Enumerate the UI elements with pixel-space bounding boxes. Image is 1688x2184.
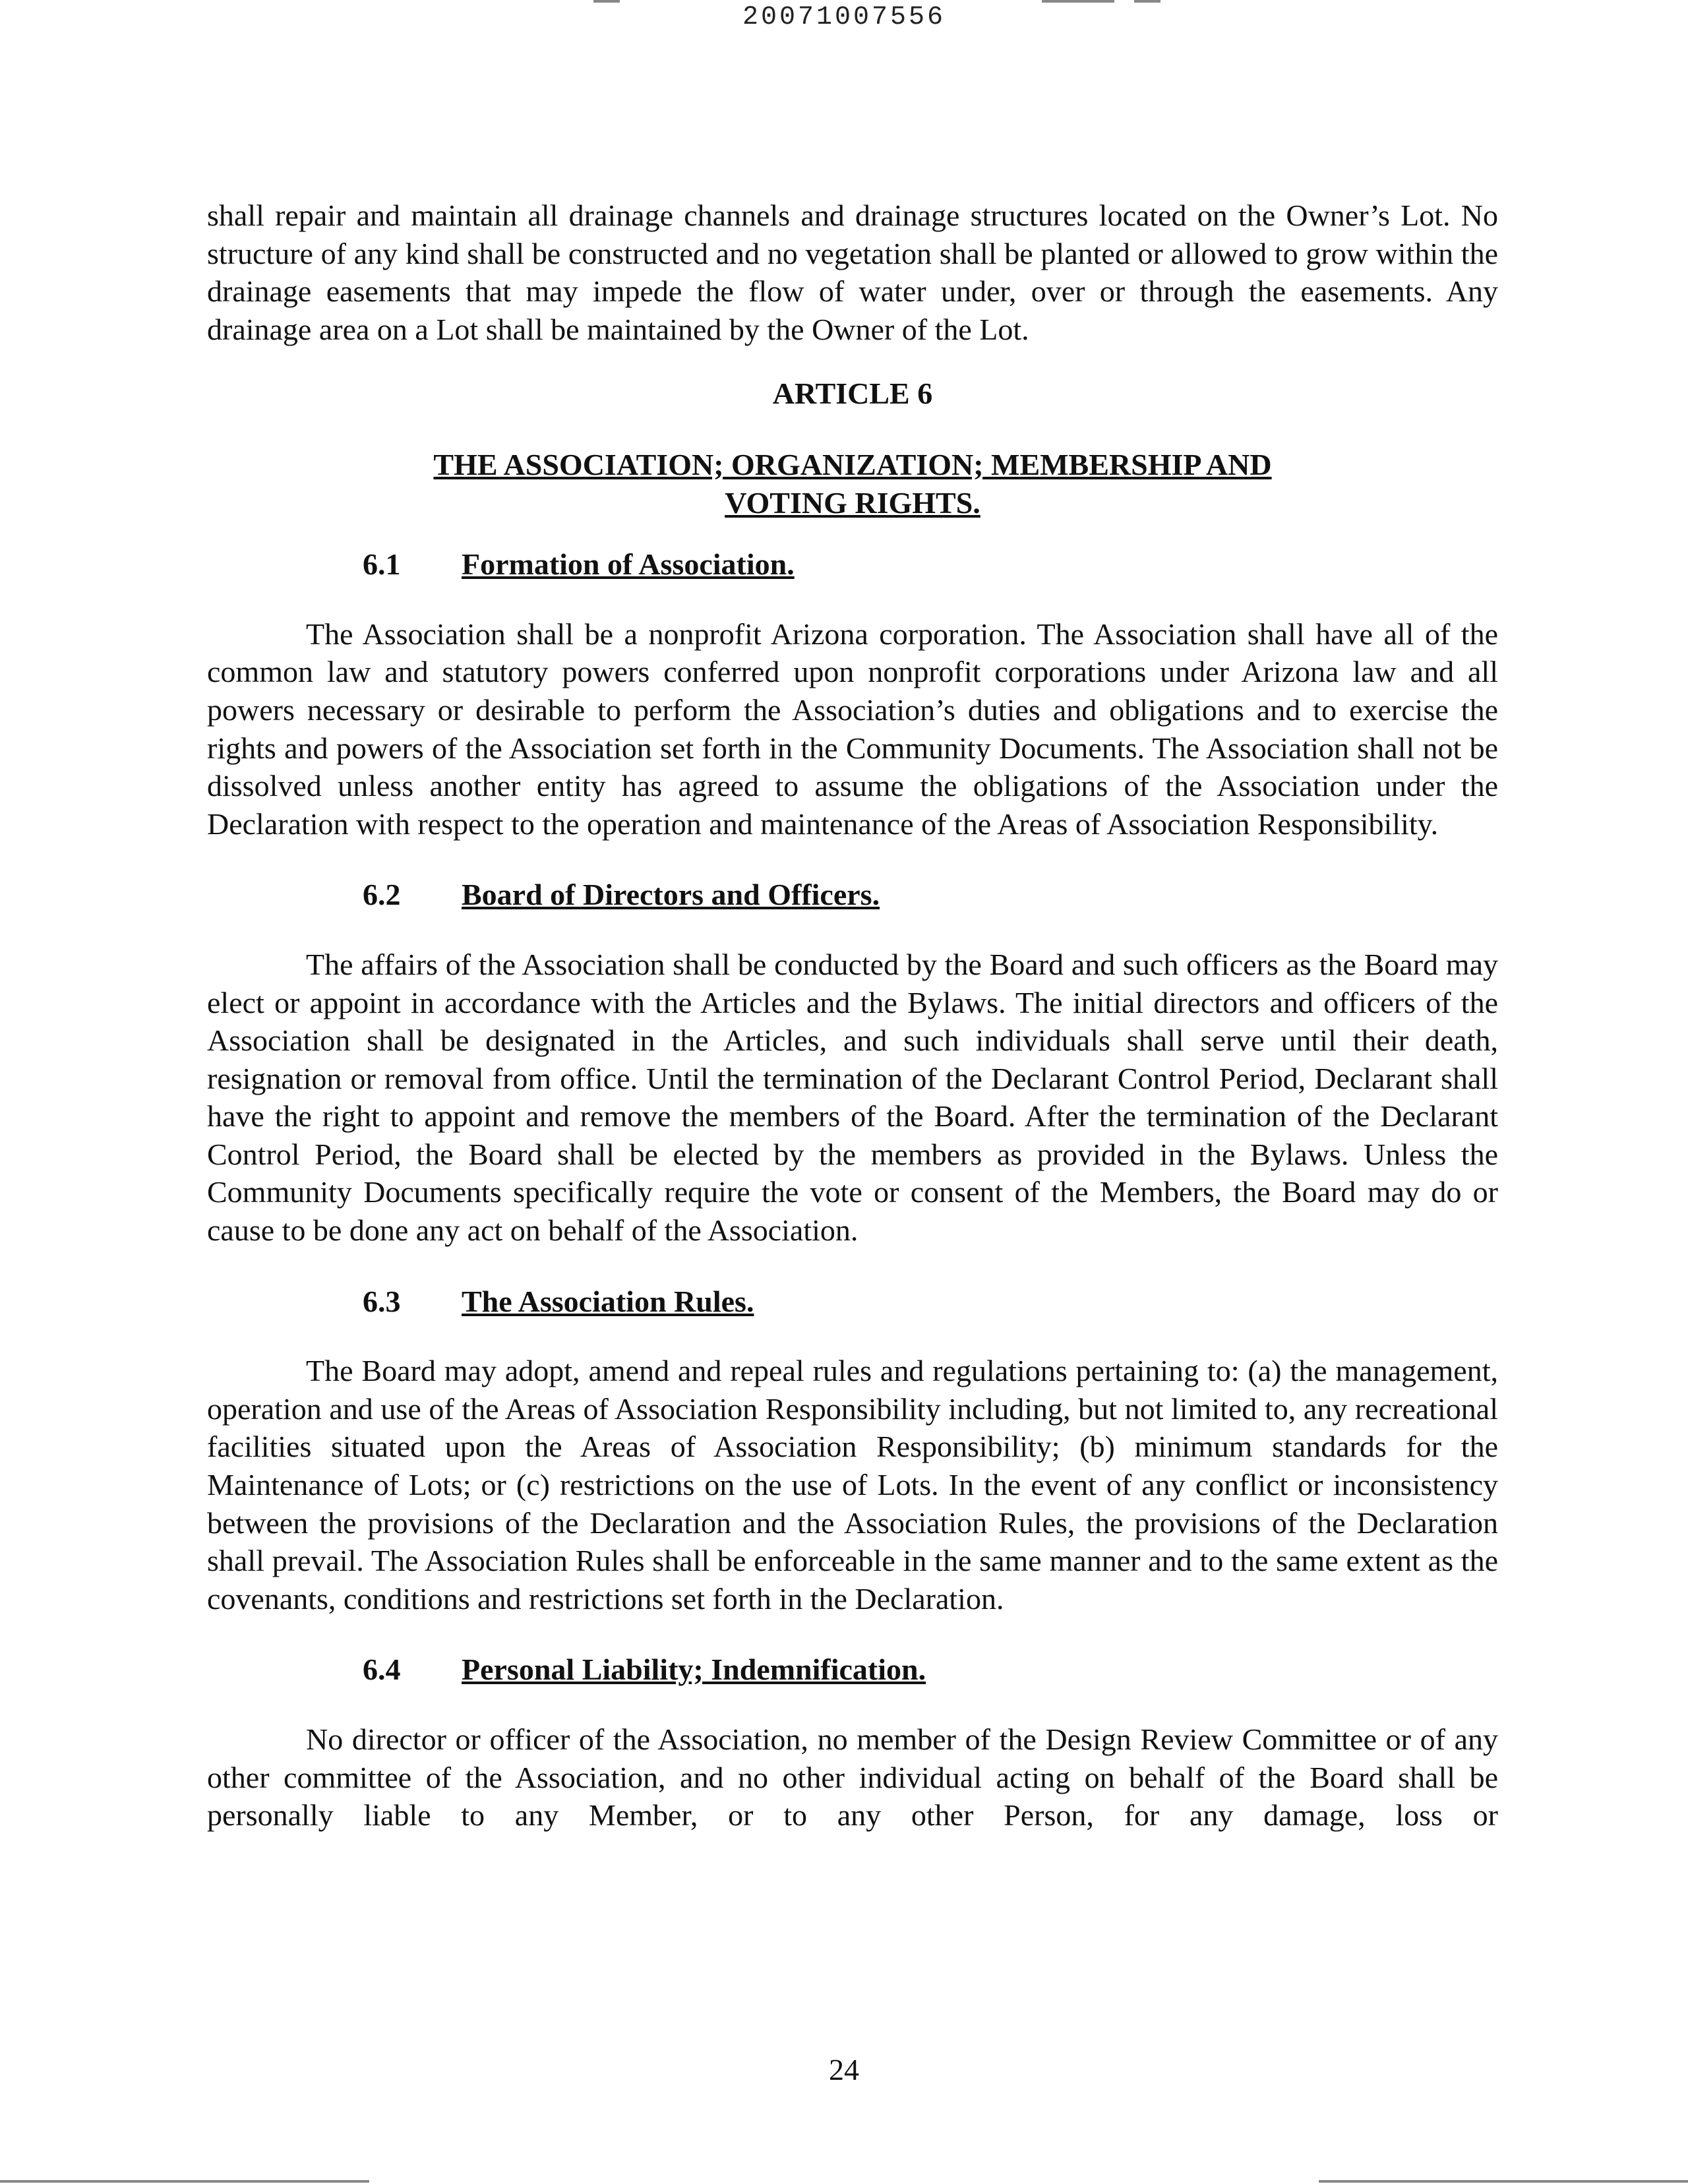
section-title: Formation of Association. (462, 547, 795, 582)
document-body (207, 197, 1498, 1835)
section-number: 6.4 (363, 1653, 401, 1687)
section-heading-6-2 (207, 876, 1498, 914)
section-number: 6.3 (363, 1284, 401, 1318)
section-number: 6.2 (363, 878, 401, 912)
section-text-6-3: The Board may adopt, amend and repeal rules and regulations pertaining to: (a) the management, operation and use of the Areas of Association Responsibility including, but not limited to, any recreational facilities situated upon the Areas of Association Responsibility; (b) minimum standards for the Maintenance of Lots; or (c) restrictions on the use of Lots. In the event of any conflict or inconsistency between the provisions of the Declaration and the Association Rules, the provisions of the Declaration shall prevail. The Association Rules shall be enforceable in the same manner and to the same extent as the covenants, conditions and restrictions set forth in the Declaration. (207, 1354, 1498, 1616)
section-title: Personal Liability; Indemnification. (462, 1653, 926, 1687)
article-label: ARTICLE 6 (772, 377, 933, 411)
section-title: The Association Rules. (462, 1284, 754, 1318)
section-text-6-1: The Association shall be a nonprofit Arizona corporation. The Association shall have all of the common law and statutory powers conferred upon nonprofit corporations under Arizona law and all powers necessary or desirable to perform the Association’s duties and obligations and to exercise the rights and powers of the Association set forth in the Community Documents. The Association shall not be dissolved unless another entity has agreed to assume the obligations of the Association under the Declaration with respect to the operation and maintenance of the Areas of Association Responsibility. (207, 617, 1498, 841)
page-number: 24 (829, 2053, 859, 2086)
section-heading-6-3 (207, 1283, 1498, 1321)
section-heading-6-4 (207, 1651, 1498, 1689)
article-title: THE ASSOCIATION; ORGANIZATION; MEMBERSHIP AND VOTING RIGHTS. (433, 447, 1272, 520)
section-title: Board of Directors and Officers. (462, 878, 880, 912)
section-number: 6.1 (363, 547, 401, 582)
scan-mark-bottom-left (0, 2180, 369, 2183)
scan-mark-bottom-right (1319, 2180, 1688, 2183)
document-number: 20071007556 (742, 3, 946, 32)
section-text-6-2: The affairs of the Association shall be conducted by the Board and such officers as the Board may elect or appoint in accordance with the Articles and the Bylaws. The initial directors and officers of the Association shall be designated in the Articles, and such individuals shall serve until their death, resignation or removal from office. Until the termination of the Declarant Control Period, Declarant shall have the right to appoint and remove the members of the Board. After the termination of the Declarant Control Period, the Board shall be elected by the members as provided in the Bylaws. Unless the Community Documents specifically require the vote or consent of the Members, the Board may do or cause to be done any act on behalf of the Association. (207, 947, 1498, 1248)
continuation-paragraph: shall repair and maintain all drainage channels and drainage structures located on the Owner’s Lot. No structure of any kind shall be constructed and no vegetation shall be planted or allowed to grow within the drainage easements that may impede the flow of water under, over or through the easements. Any drainage area on a Lot shall be maintained by the Owner of the Lot. (207, 198, 1498, 346)
section-heading-6-1 (207, 545, 1498, 584)
section-text-6-4: No director or officer of the Association, no member of the Design Review Committee or of any other committee of the Association, and no other individual acting on behalf of the Board shall be personally liable to any Member, or to any other Person, for any damage, loss or (207, 1722, 1498, 1833)
